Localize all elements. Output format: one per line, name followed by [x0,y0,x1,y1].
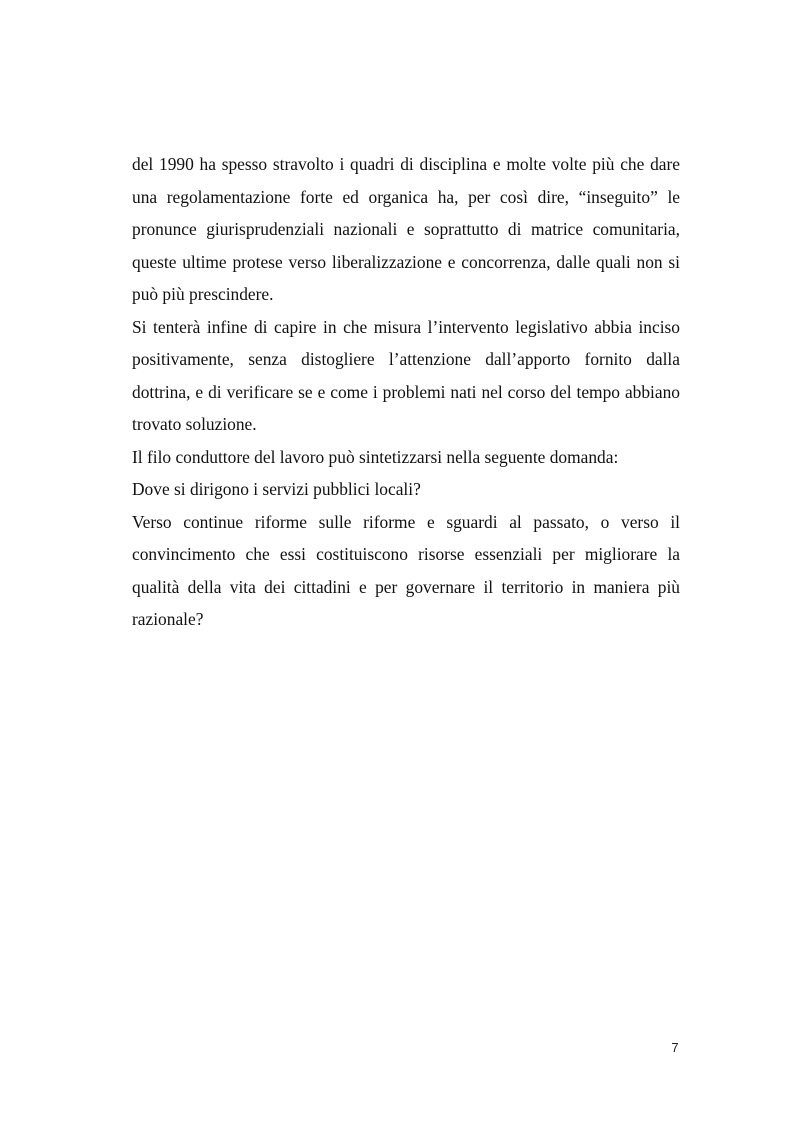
paragraph-3: Il filo conduttore del lavoro può sintetizzarsi nella seguente domanda: [132,446,619,467]
paragraph-1: del 1990 ha spesso stravolto i quadri di disciplina e molte volte più che dare una regolamentazione forte ed organica ha, per così dire, “inseguito” le pronunce giurisprudenziali nazionali e soprattutto di matrice comunitaria, queste ultime protese verso liberalizzazione e concorrenza, dalle quali non si può più prescindere. [132,154,680,304]
body-text [132,148,680,636]
paragraph-5: Verso continue riforme sulle riforme e sguardi al passato, o verso il convincimento che essi costituiscono risorse essenziali per migliorare la qualità della vita dei cittadini e per governare il territorio in maniera più razionale? [132,511,680,629]
page-number: 7 [671,1040,679,1055]
paragraph-2: Si tenterà infine di capire in che misura l’intervento legislativo abbia inciso positivamente, senza distogliere l’attenzione dall’apporto fornito dalla dottrina, e di verificare se e come i problemi nati nel corso del tempo abbiano trovato soluzione. [132,316,680,434]
paragraph-4: Dove si dirigono i servizi pubblici locali? [132,479,421,499]
